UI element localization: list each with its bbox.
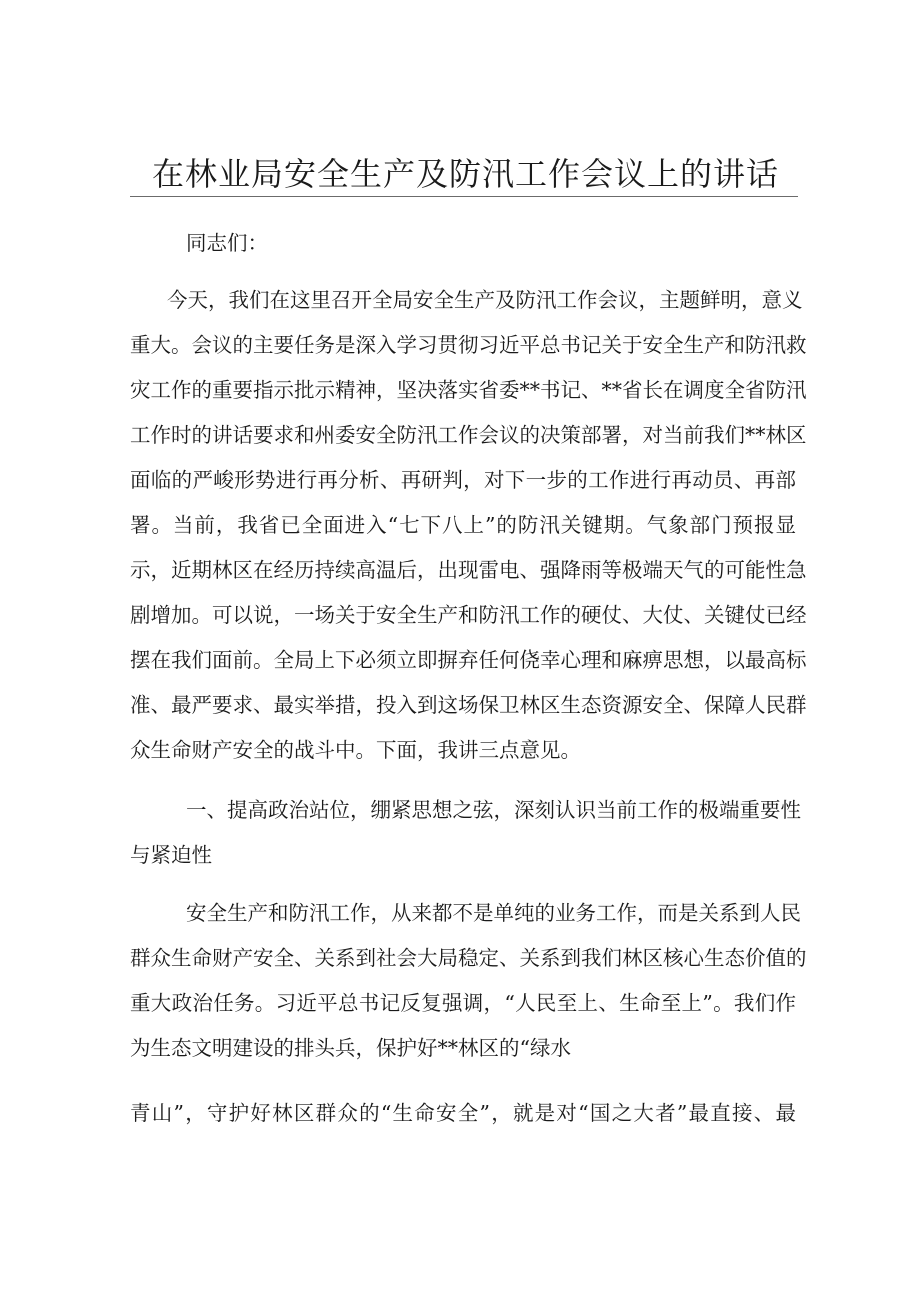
paragraph1-line: 署。当前，我省已全面进入“七下八上”的防汛关键期。气象部门预报显: [130, 513, 796, 537]
section-heading-line: 与紧迫性: [130, 843, 212, 867]
paragraph2-line: 安全生产和防汛工作，从来都不是单纯的业务工作，而是关系到人民: [186, 901, 801, 925]
paragraph3-line: 青山”，守护好林区群众的“生命安全”，就是对“国之大者”最直接、最: [130, 1101, 796, 1125]
paragraph1-line: 众生命财产安全的战斗中。下面，我讲三点意见。: [130, 738, 581, 762]
paragraph1-line: 工作时的讲话要求和州委安全防汛工作会议的决策部署，对当前我们**林区: [130, 423, 807, 447]
paragraph2-line: 群众生命财产安全、关系到社会大局稳定、关系到我们林区核心生态价值的: [130, 946, 807, 970]
paragraph1-line: 灾工作的重要指示批示精神，坚决落实省委**书记、**省长在调度全省防汛: [130, 378, 807, 402]
section-heading-line: 一、提高政治站位，绷紧思想之弦，深刻认识当前工作的极端重要性: [186, 798, 801, 822]
title-underline: [130, 196, 798, 197]
paragraph2-line: 为生态文明建设的排头兵，保护好**林区的“绿水: [130, 1036, 571, 1060]
paragraph1-line: 面临的严峻形势进行再分析、再研判，对下一步的工作进行再动员、再部: [130, 468, 796, 492]
paragraph1-line: 重大。会议的主要任务是深入学习贯彻习近平总书记关于安全生产和防汛救: [130, 333, 807, 357]
paragraph1-line: 今天，我们在这里召开全局安全生产及防汛工作会议，主题鲜明，意义: [167, 288, 803, 312]
paragraph1-line: 剧增加。可以说，一场关于安全生产和防汛工作的硬仗、大仗、关键仗已经: [130, 603, 807, 627]
paragraph1-line: 准、最严要求、最实举措，投入到这场保卫林区生态资源安全、保障人民群: [130, 693, 807, 717]
paragraph2-line: 重大政治任务。习近平总书记反复强调，“人民至上、生命至上”。我们作: [130, 991, 796, 1015]
paragraph1-line: 示，近期林区在经历持续高温后，出现雷电、强降雨等极端天气的可能性急: [130, 558, 807, 582]
paragraph1-line: 摆在我们面前。全局上下必须立即摒弃任何侥幸心理和麻痹思想，以最高标: [130, 648, 807, 672]
salutation: 同志们：: [186, 231, 268, 255]
document-title: 在林业局安全生产及防汛工作会议上的讲话: [152, 155, 780, 193]
